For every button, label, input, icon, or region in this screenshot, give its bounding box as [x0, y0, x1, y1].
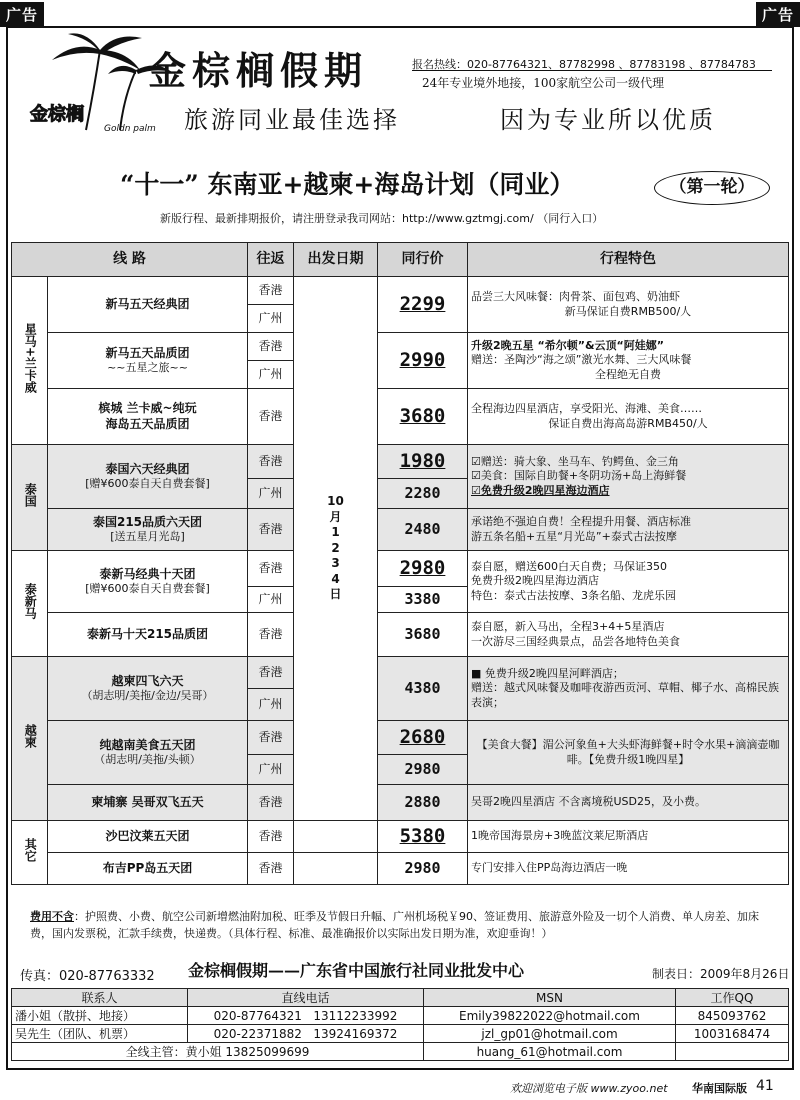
city: 广州 — [248, 361, 294, 389]
header-features: 行程特色 — [468, 243, 789, 277]
feature-line: ☑美食：国际自助餐+冬阴功汤+岛上海鲜餐 — [471, 469, 687, 483]
contact-phone — [188, 1025, 424, 1043]
features — [468, 657, 789, 721]
features — [468, 509, 789, 551]
features — [468, 445, 789, 509]
region-label: 越柬 — [23, 724, 38, 749]
date-part: 月 — [329, 509, 342, 524]
round-badge: （第一轮） — [654, 171, 770, 205]
region-label: 其它 — [23, 838, 38, 863]
page-number: 41 — [756, 1078, 774, 1094]
feature-line: 承诺绝不强迫自费！全程提升用餐、酒店标准 — [471, 515, 691, 529]
route-name — [48, 389, 248, 445]
feature-line: 一次游尽三国经典景点，品尝各地特色美食 — [471, 634, 680, 648]
contact-header: 直线电话 — [188, 989, 424, 1007]
feature-line: 全程海边四星酒店，享受阳光、海滩、美食…… — [471, 402, 702, 416]
city: 香港 — [248, 853, 294, 885]
city: 香港 — [248, 551, 294, 587]
hotline: 报名热线：020-87764321、87782998 、87783198 、87784783 — [412, 58, 756, 71]
slogan-right: 因为专业所以优质 — [500, 106, 716, 134]
city: 香港 — [248, 821, 294, 853]
route-sub: [赠¥600泰自天自费套餐] — [85, 582, 210, 596]
contact-qq: 845093762 — [676, 1007, 789, 1025]
route-label: 泰新马经典十天团 — [99, 566, 196, 581]
route-label: 越柬四飞六天 — [111, 673, 184, 688]
contact-header: 联系人 — [12, 989, 188, 1007]
phone-line: 020-87764321 — [213, 1008, 302, 1023]
region-label: 星马+兰卡威 — [23, 323, 38, 394]
feature-line: 吴哥2晚四星酒店 不含离境税USD25，及小费。 — [471, 795, 706, 809]
contact-table — [11, 988, 789, 1061]
route-name: 沙巴汶莱五天团 — [48, 821, 248, 853]
route-label: 泰国215品质六天团 — [92, 514, 203, 529]
features — [468, 853, 789, 885]
price: 2680 — [378, 721, 468, 755]
route-sub: （胡志明/美拖/头顿） — [94, 753, 201, 767]
center-name: 金棕榈假期——广东省中国旅行社同业批发中心 — [188, 961, 525, 980]
date-part: 10 — [327, 493, 344, 508]
divider — [412, 70, 772, 71]
route-label: 泰国六天经典团 — [105, 461, 190, 476]
route-name — [48, 277, 248, 333]
manager: 全线主管：黄小姐 13825099699 — [12, 1043, 424, 1061]
price: 1980 — [378, 445, 468, 479]
price: 2280 — [378, 479, 468, 509]
header-return: 往返 — [248, 243, 294, 277]
city: 广州 — [248, 689, 294, 721]
city: 广州 — [248, 587, 294, 613]
promo-title: “十一” 东南亚+越柬+海岛计划（同业） — [120, 170, 575, 199]
date-blank — [294, 821, 378, 853]
route-name — [48, 721, 248, 785]
contact-header: 工作QQ — [676, 989, 789, 1007]
feature-line: 泰自愿，赠送600白天自费；马保证350 — [471, 560, 667, 574]
city: 广州 — [248, 479, 294, 509]
city: 香港 — [248, 389, 294, 445]
header-price: 同行价 — [378, 243, 468, 277]
feature-line: 免费升级2晚四星海边酒店 — [471, 574, 599, 588]
city: 香港 — [248, 785, 294, 821]
feature-line: 升级2晚五星 “希尔顿”&云顶“阿娃娜” — [471, 339, 664, 353]
phone-mobile: 13924169372 — [313, 1026, 398, 1041]
city: 广州 — [248, 755, 294, 785]
price: 2990 — [378, 333, 468, 389]
price: 2299 — [378, 277, 468, 333]
price: 2980 — [378, 853, 468, 885]
price: 3680 — [378, 389, 468, 445]
tagline: 24年专业境外地接，100家航空公司一级代理 — [422, 76, 665, 90]
date-part: 日 — [329, 587, 342, 602]
header-route: 线 路 — [12, 243, 248, 277]
city: 香港 — [248, 721, 294, 755]
feature-line: 游五条名船+五星“月光岛”+泰式古法按摩 — [471, 529, 677, 543]
region-vietnam-cambodia — [12, 657, 48, 821]
route-sub: [赠¥600泰自天自费套餐] — [85, 477, 210, 491]
route-name: 泰新马十天215品质团 — [48, 613, 248, 657]
route-name: 柬埔寨 吴哥双飞五天 — [48, 785, 248, 821]
route-name: 布吉PP岛五天团 — [48, 853, 248, 885]
city: 香港 — [248, 613, 294, 657]
manager-blank — [676, 1043, 789, 1061]
header-date: 出发日期 — [294, 243, 378, 277]
feature-line: 品尝三大风味餐：肉骨茶、面包鸡、奶油虾 — [471, 290, 680, 304]
phone-line: 020-22371882 — [213, 1026, 302, 1041]
route-sub: 海岛五天品质团 — [105, 416, 190, 431]
region-thailand — [12, 445, 48, 551]
route-label: 槟城 兰卡威~纯玩 — [98, 400, 197, 415]
ad-tag-right: 广告 — [756, 2, 800, 27]
price: 2480 — [378, 509, 468, 551]
footer-website[interactable]: 欢迎浏览电子版 www.zyoo.net — [510, 1082, 668, 1095]
departure-date — [294, 277, 378, 821]
feature-line: 泰自愿，新入马出，全程3+4+5星酒店 — [471, 620, 665, 634]
contact-qq: 1003168474 — [676, 1025, 789, 1043]
region-label: 泰国 — [23, 483, 38, 508]
feature-line: ☑免费升级2晚四星海边酒店 — [471, 483, 610, 497]
region-xinma — [12, 277, 48, 445]
contact-msn[interactable]: Emily39822022@hotmail.com — [424, 1007, 676, 1025]
price: 3380 — [378, 587, 468, 613]
route-sub: （胡志明/美拖/金边/吴哥） — [81, 689, 214, 703]
features — [468, 721, 789, 785]
logo-english: Goldn palm — [104, 124, 156, 134]
route-sub: [送五星月光岛] — [110, 530, 185, 544]
date-part: 4 — [331, 571, 340, 586]
footer-edition: 华南国际版 — [692, 1082, 747, 1095]
region-thai-sing-malay — [12, 551, 48, 657]
fee-exclusions: 费用不含：护照费、小费、航空公司新增燃油附加税、旺季及节假日升幅、广州机场税￥90、签证费用、旅游意外险及一切个人消费、单人房差、加床费，国内发票税，汇款手续费，快递费。（具体行程、标准、最准确报价以实际出发日期为准，欢迎垂询！） — [30, 910, 759, 941]
feature-line: ☑赠送：骑大象、坐马车、钓鳄鱼、金三角 — [471, 455, 679, 469]
fee-text: 护照费、小费、航空公司新增燃油附加税、旺季及节假日升幅、广州机场税￥90、签证费用、旅游意外险及一切个人消费、单人房差、加床费，国内发票税，汇款手续费，快递费。（具体行程、标准、最准确报价以实际出发日期为准，欢迎垂询！） — [30, 910, 759, 941]
logo-small-text: 金棕榈 — [30, 104, 84, 125]
price: 4380 — [378, 657, 468, 721]
route-name — [48, 445, 248, 509]
phone-mobile: 13112233992 — [313, 1008, 398, 1023]
feature-line: 保证自费出海高岛游RMB450/人 — [548, 416, 708, 430]
city: 香港 — [248, 509, 294, 551]
fax: 传真：020-87763332 — [20, 969, 155, 984]
route-name — [48, 509, 248, 551]
date-part: 2 — [331, 540, 340, 555]
price: 3680 — [378, 613, 468, 657]
price: 2880 — [378, 785, 468, 821]
feature-line: 1晚帝国海景房+3晚蓝汶莱尼斯酒店 — [471, 829, 649, 843]
route-name — [48, 657, 248, 721]
feature-line: 特色：泰式古法按摩、3条名船、龙虎乐园 — [471, 588, 676, 602]
fee-label: 费用不含 — [30, 910, 74, 923]
price: 2980 — [378, 551, 468, 587]
feature-line: ■ 免费升级2晚四星河畔酒店； — [471, 667, 624, 681]
feature-line: 赠送：越式风味餐及咖啡夜游西贡河、草帽、椰子水、高棉民族表演； — [471, 681, 779, 709]
contact-header: MSN — [424, 989, 676, 1007]
route-name — [48, 333, 248, 389]
feature-line: 全程绝无自费 — [595, 367, 661, 381]
city: 香港 — [248, 277, 294, 305]
city: 香港 — [248, 445, 294, 479]
city: 广州 — [248, 305, 294, 333]
feature-line: 新马保证自费RMB500/人 — [564, 304, 692, 318]
feature-line: 【美食大餐】湄公河象鱼+大头虾海鲜餐+时令水果+滴滴壶咖啡。【免费升级1晚四星】 — [476, 738, 780, 766]
route-name — [48, 551, 248, 613]
route-sub: ~~五星之旅~~ — [107, 361, 188, 375]
features — [468, 277, 789, 333]
city: 香港 — [248, 333, 294, 361]
features — [468, 785, 789, 821]
feature-line: 专门安排入住PP岛海边酒店一晚 — [471, 861, 628, 875]
route-label: 纯越南美食五天团 — [99, 737, 196, 752]
route-label: 新马五天品质团 — [105, 345, 190, 360]
brand-title: 金棕榈假期 — [148, 48, 369, 93]
features — [468, 389, 789, 445]
region-others — [12, 821, 48, 885]
price: 2980 — [378, 755, 468, 785]
price: 5380 — [378, 821, 468, 853]
contact-name: 吴先生（团队、机票） — [12, 1025, 188, 1043]
ad-tag-left: 广告 — [0, 2, 44, 27]
date-blank — [294, 853, 378, 885]
contact-phone — [188, 1007, 424, 1025]
contact-msn[interactable]: jzl_gp01@hotmail.com — [424, 1025, 676, 1043]
made-date: 制表日：2009年8月26日 — [652, 967, 790, 981]
features — [468, 333, 789, 389]
features — [468, 613, 789, 657]
route-label: 新马五天经典团 — [105, 296, 190, 311]
feature-line: 赠送：圣陶沙“海之颂”激光水舞、三大风味餐 — [471, 353, 692, 367]
date-part: 3 — [331, 556, 340, 571]
features — [468, 551, 789, 613]
route-table — [11, 242, 789, 885]
region-label: 泰新马 — [23, 583, 38, 620]
date-part: 1 — [331, 525, 340, 540]
website-note: 新版行程、最新排期报价，请注册登录我司网站：http://www.gztmgj.com/ （同行入口） — [160, 212, 604, 225]
contact-name: 潘小姐（散拼、地接） — [12, 1007, 188, 1025]
features — [468, 821, 789, 853]
slogan-left: 旅游同业最佳选择 — [184, 106, 400, 134]
city: 香港 — [248, 657, 294, 689]
manager-msn[interactable]: huang_61@hotmail.com — [424, 1043, 676, 1061]
